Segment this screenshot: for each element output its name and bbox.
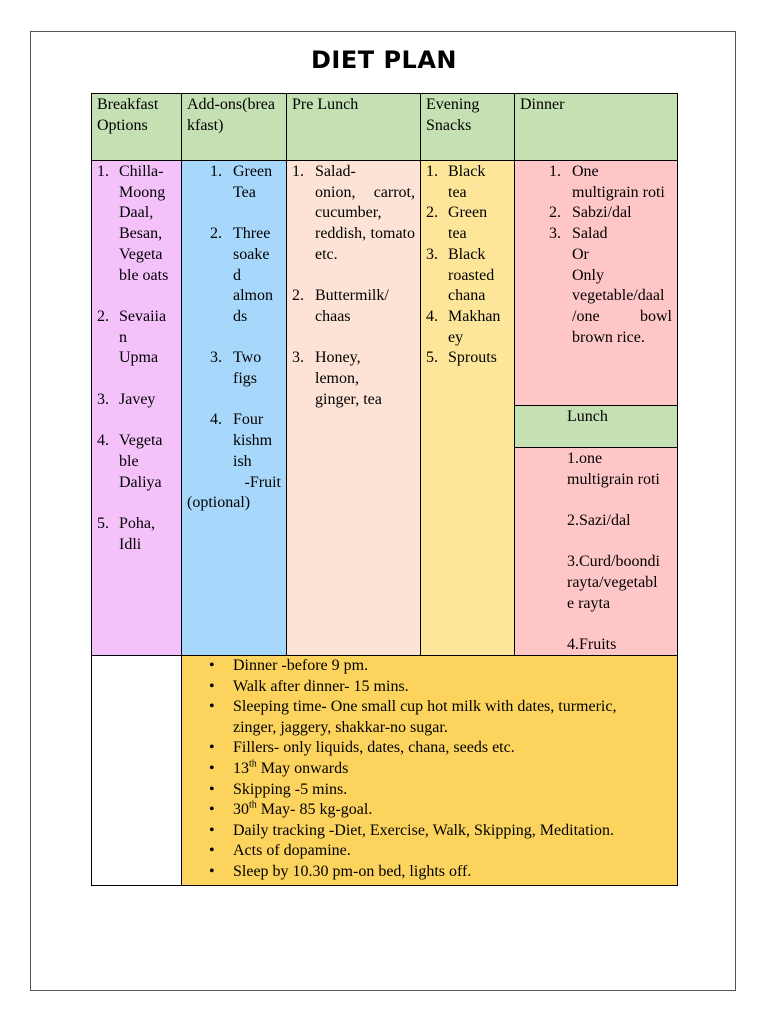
evening-item-line: tea [448, 183, 467, 201]
lunch-item-line: 3.Curd/boondi [567, 553, 660, 571]
note-item [187, 780, 672, 801]
prelunch-item-line: etc. [315, 245, 338, 263]
prelunch-item-line: Honey, [315, 349, 361, 367]
evening-item-line: tea [448, 225, 467, 243]
evening-item-line: ey [448, 328, 464, 346]
breakfast-item-line: n [119, 328, 127, 346]
addons-item-line: Green [233, 163, 273, 180]
dinner-item-line: Salad [572, 225, 608, 243]
prelunch-spacer [292, 266, 415, 287]
bullet-icon: • [209, 842, 215, 860]
note-item [187, 738, 672, 759]
addons-cell [181, 160, 287, 656]
dinner-item-line: Or [572, 245, 589, 263]
lunch-item-line: 2.Sazi/dal [567, 512, 631, 530]
prelunch-item-number: 2. [292, 287, 304, 305]
dinner-item-line: multigrain roti [572, 183, 665, 201]
lunch-spacer [567, 615, 672, 636]
lunch-item-line: 1.one [567, 450, 603, 467]
note-text: Sleep by 10.30 pm-on bed, lights off. [233, 862, 472, 880]
dinner-item-line: brown rice. [572, 328, 645, 346]
addons-item-line: Tea [233, 183, 256, 201]
breakfast-item-line: Javey [119, 390, 156, 408]
note-item [187, 821, 672, 842]
breakfast-item [97, 514, 176, 555]
lunch-item [567, 511, 672, 532]
addons-item-line: ds [233, 307, 248, 325]
dinner-item [520, 224, 672, 348]
lunch-item-line: rayta/vegetabl [567, 574, 658, 592]
breakfast-item-line: Vegeta [119, 245, 163, 263]
note-text: Walk after dinner- 15 mins. [233, 677, 409, 695]
bullet-icon: • [209, 780, 215, 798]
breakfast-item-number: 3. [97, 390, 109, 408]
dinner-item-number: 2. [549, 204, 561, 222]
breakfast-item-number: 2. [97, 307, 109, 325]
note-item [187, 759, 672, 780]
addons-spacer [187, 328, 281, 349]
addons-item-line: ish [233, 452, 252, 470]
notes-list [187, 656, 672, 883]
evening-item-line: roasted [448, 266, 495, 284]
breakfast-item-line: Moong [119, 183, 166, 201]
prelunch-cell [286, 160, 421, 656]
breakfast-list [97, 162, 176, 555]
evening-item-line: Sprouts [448, 349, 497, 367]
dinner-item-line: /one bowl [572, 307, 672, 325]
note-text: 13 [233, 759, 249, 777]
lunch-item-line: e rayta [567, 594, 611, 612]
lunch-cell [514, 447, 678, 656]
note-text: Sleeping time- One small cup hot milk with dates, turmeric, [233, 698, 617, 716]
dinner-item-line: Only [572, 266, 604, 284]
note-text: Dinner -before 9 pm. [233, 657, 369, 674]
lunch-header: Lunch [514, 405, 678, 448]
evening-item-line: Black [448, 163, 486, 180]
lunch-item [567, 635, 672, 656]
bullet-icon: • [209, 657, 215, 674]
bullet-icon: • [209, 698, 215, 716]
dinner-item [520, 203, 672, 224]
lunch-spacer [567, 532, 672, 553]
note-text: Acts of dopamine. [233, 842, 351, 860]
header-addons: Add-ons(breakfast) [181, 93, 287, 161]
bullet-icon: • [209, 759, 215, 777]
bullet-icon: • [209, 739, 215, 757]
bullet-icon: • [209, 677, 215, 695]
addons-item [187, 348, 281, 389]
evening-item [426, 348, 509, 369]
breakfast-item [97, 162, 176, 286]
prelunch-item-line: Salad- [315, 163, 356, 180]
note-item [187, 656, 672, 677]
addons-item-line: Four [233, 411, 264, 429]
note-item [187, 841, 672, 862]
evening-cell [420, 160, 515, 656]
note-text: Fillers- only liquids, dates, chana, seeds etc. [233, 739, 515, 757]
prelunch-item-line: reddish, tomato [315, 225, 415, 243]
addons-list [187, 162, 281, 473]
notes-blank-cell [91, 655, 182, 886]
prelunch-item-number: 1. [292, 163, 304, 180]
addons-spacer [187, 203, 281, 224]
note-text: May onwards [256, 759, 349, 777]
evening-item [426, 162, 509, 203]
breakfast-item-line: Daal, [119, 204, 154, 222]
breakfast-item-line: Idli [119, 535, 142, 553]
evening-item [426, 245, 509, 307]
prelunch-item-line: chaas [315, 307, 351, 325]
addons-item-line: soake [233, 245, 270, 263]
dinner-item-number: 3. [549, 225, 561, 243]
evening-item-line: chana [448, 287, 486, 305]
bullet-icon: • [209, 862, 215, 880]
note-item [187, 800, 672, 821]
addons-item-line: almon [233, 287, 273, 305]
breakfast-item-line: ble oats [119, 266, 169, 284]
prelunch-item-number: 3. [292, 349, 304, 367]
lunch-item [567, 552, 672, 614]
addons-fruit-note: -Fruit [244, 473, 281, 491]
dinner-item [520, 162, 672, 203]
addons-spacer [187, 390, 281, 411]
note-text: 30 [233, 801, 249, 819]
evening-item [426, 203, 509, 244]
prelunch-item-line: ginger, tea [315, 390, 382, 408]
prelunch-item-line: lemon, [315, 370, 359, 387]
lunch-item [567, 449, 672, 490]
breakfast-item-number: 5. [97, 514, 109, 532]
evening-list [426, 162, 509, 369]
breakfast-item-line: Sevaiia [119, 307, 167, 325]
breakfast-item-line: Vegeta [119, 432, 163, 450]
addons-item-number: 2. [210, 225, 222, 243]
prelunch-item-line: cucumber, [315, 204, 382, 222]
dinner-item-line: vegetable/daal [572, 287, 665, 305]
breakfast-item [97, 390, 176, 411]
bullet-icon: • [209, 801, 215, 819]
dinner-cell [514, 160, 678, 406]
addons-fruit-optional: (optional) [187, 494, 251, 512]
evening-item-number: 4. [426, 307, 438, 325]
prelunch-item [292, 286, 415, 327]
prelunch-list [292, 162, 415, 410]
addons-item-line: kishm [233, 432, 273, 450]
dinner-item-number: 1. [549, 163, 561, 180]
breakfast-spacer [97, 286, 176, 307]
evening-item-line: Green [448, 204, 488, 222]
breakfast-item [97, 431, 176, 493]
note-text-continued: zinger, jaggery, shakkar-no sugar. [233, 718, 448, 736]
evening-item-number: 1. [426, 163, 438, 180]
note-superscript: th [249, 758, 257, 770]
breakfast-item-line: Daliya [119, 473, 162, 491]
lunch-item-line: 4.Fruits [567, 636, 617, 654]
note-text: Daily tracking -Diet, Exercise, Walk, Skipping, Meditation. [233, 821, 614, 839]
header-evening: Evening Snacks [420, 93, 515, 161]
prelunch-item [292, 348, 415, 410]
breakfast-item-number: 4. [97, 432, 109, 450]
prelunch-item-line: Buttermilk/ [315, 287, 389, 305]
header-dinner: Dinner [514, 93, 678, 161]
breakfast-item-line: Upma [119, 349, 159, 367]
addons-item [187, 162, 281, 203]
lunch-item-line: multigrain roti [567, 470, 660, 488]
breakfast-spacer [97, 410, 176, 431]
lunch-list [567, 449, 672, 656]
lunch-spacer [567, 490, 672, 511]
breakfast-item [97, 307, 176, 369]
prelunch-spacer [292, 328, 415, 349]
addons-item [187, 224, 281, 328]
evening-item-number: 2. [426, 204, 438, 222]
breakfast-item-line: Besan, [119, 225, 163, 243]
dinner-item-line: Sabzi/dal [572, 204, 632, 222]
evening-item-line: Makhan [448, 307, 501, 325]
evening-item-line: Black [448, 245, 486, 263]
prelunch-item-line: onion, carrot, [315, 183, 415, 201]
addons-item-number: 4. [210, 411, 222, 429]
breakfast-item-line: Poha, [119, 514, 155, 532]
breakfast-cell [91, 160, 182, 656]
notes-cell [181, 655, 678, 886]
evening-item-number: 5. [426, 349, 438, 367]
addons-item-number: 1. [210, 163, 222, 180]
breakfast-item-number: 1. [97, 163, 109, 180]
dinner-list [520, 162, 672, 348]
note-superscript: th [249, 799, 257, 811]
note-item [187, 862, 672, 883]
addons-item-number: 3. [210, 349, 222, 367]
breakfast-spacer [97, 493, 176, 514]
evening-item [426, 307, 509, 348]
note-text: May- 85 kg-goal. [256, 801, 373, 819]
note-item [187, 697, 672, 738]
prelunch-item [292, 162, 415, 266]
bullet-icon: • [209, 821, 215, 839]
note-item [187, 677, 672, 698]
addons-item-line: d [233, 266, 241, 284]
header-breakfast: Breakfast Options [91, 93, 182, 161]
header-prelunch: Pre Lunch [286, 93, 421, 161]
dinner-item-line: One [572, 163, 599, 180]
note-text: Skipping -5 mins. [233, 780, 348, 798]
breakfast-item-line: ble [119, 452, 139, 470]
addons-item-line: Two [233, 349, 262, 367]
addons-item-line: Three [233, 225, 271, 243]
breakfast-spacer [97, 369, 176, 390]
page-title: DIET PLAN [310, 46, 457, 74]
addons-item-line: figs [233, 370, 257, 387]
breakfast-item-line: Chilla- [119, 163, 164, 180]
evening-item-number: 3. [426, 245, 438, 263]
addons-item [187, 410, 281, 472]
